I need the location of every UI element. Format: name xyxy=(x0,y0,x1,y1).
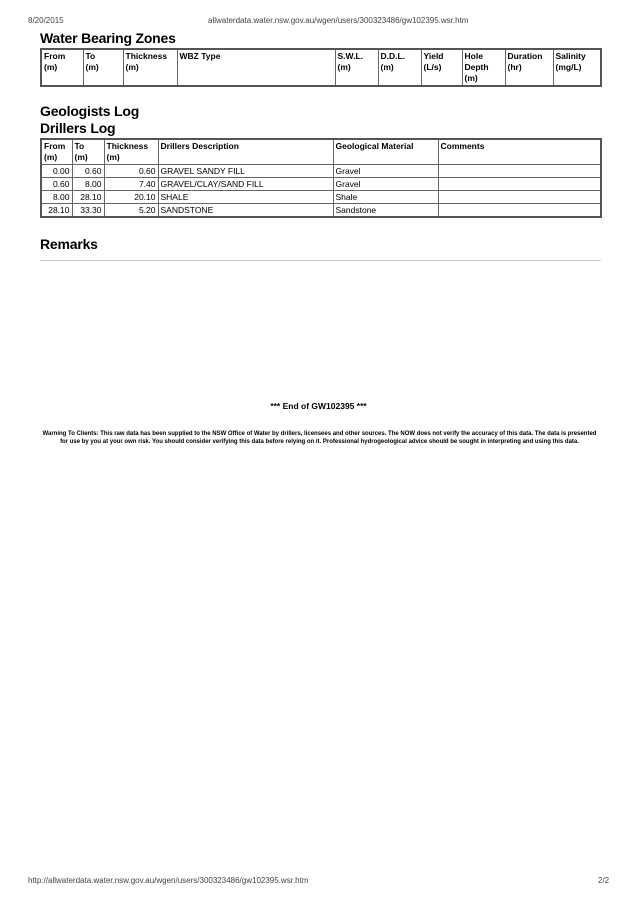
drillers-col-comments: Comments xyxy=(438,139,601,165)
wbz-col-yield: Yield (L/s) xyxy=(421,49,462,86)
cell-from: 0.60 xyxy=(41,178,72,191)
cell-description: GRAVEL SANDY FILL xyxy=(158,165,333,178)
remarks-divider xyxy=(40,260,601,261)
cell-comments xyxy=(438,165,601,178)
cell-to: 33.30 xyxy=(72,204,104,218)
cell-description: GRAVEL/CLAY/SAND FILL xyxy=(158,178,333,191)
drillers-col-material: Geological Material xyxy=(333,139,438,165)
drillers-log-table xyxy=(40,138,602,218)
page-number: 2/2 xyxy=(598,876,610,885)
cell-from: 8.00 xyxy=(41,191,72,204)
remarks-title: Remarks xyxy=(40,236,98,252)
cell-to: 28.10 xyxy=(72,191,104,204)
cell-thickness: 7.40 xyxy=(104,178,158,191)
cell-comments xyxy=(438,178,601,191)
cell-from: 28.10 xyxy=(41,204,72,218)
wbz-col-duration: Duration (hr) xyxy=(505,49,553,86)
drillers-col-from: From (m) xyxy=(41,139,72,165)
wbz-col-from: From (m) xyxy=(41,49,83,86)
cell-description: SHALE xyxy=(158,191,333,204)
drillers-log-title: Drillers Log xyxy=(40,120,116,136)
wbz-col-salinity: Salinity (mg/L) xyxy=(553,49,601,86)
cell-from: 0.00 xyxy=(41,165,72,178)
cell-material: Gravel xyxy=(333,178,438,191)
cell-material: Sandstone xyxy=(333,204,438,218)
wbz-col-swl: S.W.L. (m) xyxy=(335,49,378,86)
cell-thickness: 0.60 xyxy=(104,165,158,178)
cell-to: 8.00 xyxy=(72,178,104,191)
cell-to: 0.60 xyxy=(72,165,104,178)
water-bearing-zones-title: Water Bearing Zones xyxy=(40,30,176,46)
print-date: 8/20/2015 xyxy=(28,16,64,25)
table-row xyxy=(41,178,601,191)
wbz-col-to: To (m) xyxy=(83,49,123,86)
table-row xyxy=(41,165,601,178)
drillers-col-thickness: Thickness (m) xyxy=(104,139,158,165)
cell-thickness: 20.10 xyxy=(104,191,158,204)
geologists-log-title: Geologists Log xyxy=(40,103,140,119)
cell-comments xyxy=(438,204,601,218)
print-url-footer[interactable]: http://allwaterdata.water.nsw.gov.au/wgen/users/300323486/gw102395.wsr.htm xyxy=(28,876,309,885)
wbz-header-row xyxy=(41,49,601,86)
end-of-report-marker: *** End of GW102395 *** xyxy=(270,401,367,411)
wbz-col-hole-depth: Hole Depth (m) xyxy=(462,49,505,86)
cell-description: SANDSTONE xyxy=(158,204,333,218)
warning-to-clients: Warning To Clients: This raw data has been supplied to the NSW Office of Water by drillers, licensees and other sources. The NOW does not verify the accuracy of this data. The data is presented for use by you at your own risk. You should consider verifying this data before relying on it. Professional hydrogeological advice should be sought in interpreting and using this data. xyxy=(42,431,597,445)
cell-thickness: 5.20 xyxy=(104,204,158,218)
wbz-col-ddl: D.D.L. (m) xyxy=(378,49,421,86)
drillers-header-row xyxy=(41,139,601,165)
table-row xyxy=(41,191,601,204)
cell-comments xyxy=(438,191,601,204)
water-bearing-zones-table xyxy=(40,48,602,87)
cell-material: Shale xyxy=(333,191,438,204)
table-row xyxy=(41,204,601,218)
drillers-col-to: To (m) xyxy=(72,139,104,165)
cell-material: Gravel xyxy=(333,165,438,178)
wbz-col-type: WBZ Type xyxy=(177,49,335,86)
drillers-col-description: Drillers Description xyxy=(158,139,333,165)
print-url-header: allwaterdata.water.nsw.gov.au/wgen/users/300323486/gw102395.wsr.htm xyxy=(208,16,469,25)
wbz-col-thickness: Thickness (m) xyxy=(123,49,177,86)
